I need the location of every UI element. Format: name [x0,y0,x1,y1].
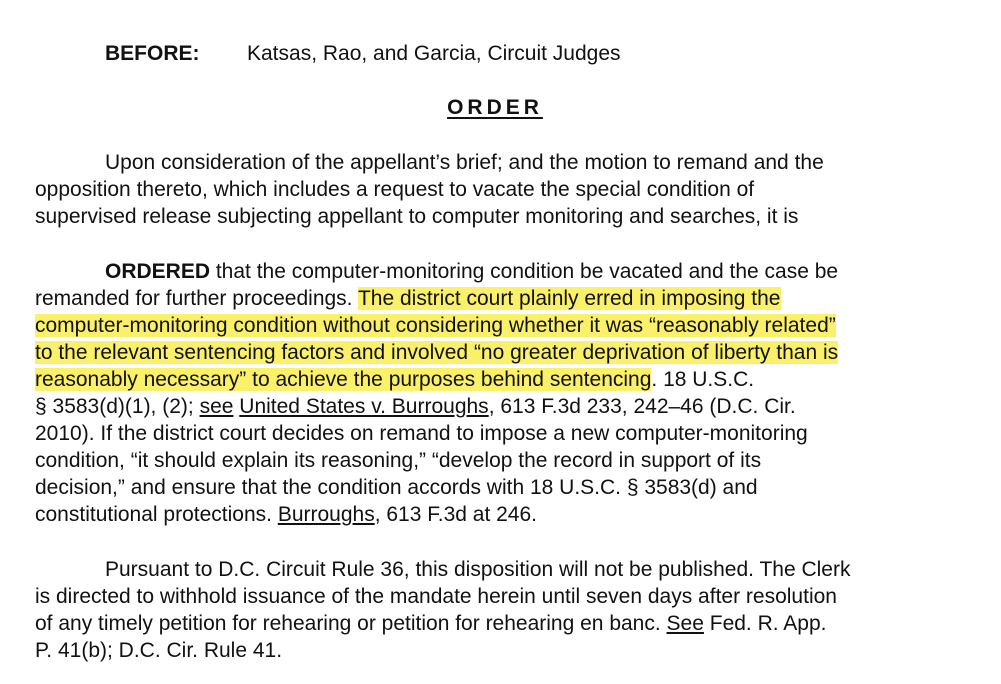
para2-line1 [105,258,838,285]
para2-line6 [35,393,796,420]
case-citation: , 613 F.3d 233, 242–46 (D.C. Cir. [488,395,796,418]
para2-line8: condition, “it should explain its reasoning,” “develop the record in support of its [35,449,762,472]
para3-line3-text: of any timely petition for rehearing or petition for rehearing en banc. [35,612,667,635]
para1-line3: supervised release subjecting appellant to computer monitoring and searches, it is [35,205,799,228]
case-name: United States v. Burroughs [239,395,489,418]
rule-citation: Fed. R. App. [703,612,827,635]
para3-line3 [35,610,826,637]
para2-line5 [35,366,754,393]
para2-line1-text: that the computer-monitoring condition be vacated and the case be [210,260,839,283]
statute-citation: § 3583(d)(1), (2); [35,395,200,418]
para2-line3 [35,312,836,339]
para3-line1: Pursuant to D.C. Circuit Rule 36, this disposition will not be published. The Clerk [105,558,851,581]
para2-line2 [35,285,781,312]
order-heading [0,94,990,121]
para2-line2-text: remanded for further proceedings. [35,287,358,310]
case-name-short: Burroughs [277,503,375,526]
para1-line2: opposition thereto, which includes a request to vacate the special condition of [35,178,755,201]
panel-judges: Katsas, Rao, and Garcia, Circuit Judges [247,42,621,65]
before-label: BEFORE: [105,42,200,65]
see-signal: See [666,612,704,635]
para2-line10 [35,501,537,528]
highlighted-text: computer-monitoring condition without considering whether it was “reasonably related” [35,314,836,337]
ordered-keyword: ORDERED [105,260,211,283]
order-heading-text: ORDER [447,96,543,119]
para3-line4: P. 41(b); D.C. Cir. Rule 41. [35,639,283,662]
para2-line7: 2010). If the district court decides on remand to impose a new computer-monitoring [35,422,808,445]
para2-line9: decision,” and ensure that the condition accords with 18 U.S.C. § 3583(d) and [35,476,758,499]
para2-line10-text: constitutional protections. [35,503,278,526]
see-signal: see [199,395,234,418]
highlighted-text: to the relevant sentencing factors and involved “no greater deprivation of liberty than is [35,341,839,364]
para3-line2: is directed to withhold issuance of the mandate herein until seven days after resolution [35,585,837,608]
highlighted-text: The district court plainly erred in imposing the [357,287,781,310]
pin-cite: , 613 F.3d at 246. [374,503,537,526]
para2-line5-text: . 18 U.S.C. [651,368,755,391]
highlighted-text: reasonably necessary” to achieve the purposes behind sentencing [35,368,652,391]
para2-line4 [35,339,838,366]
para1-line1: Upon consideration of the appellant’s brief; and the motion to remand and the [105,151,824,174]
